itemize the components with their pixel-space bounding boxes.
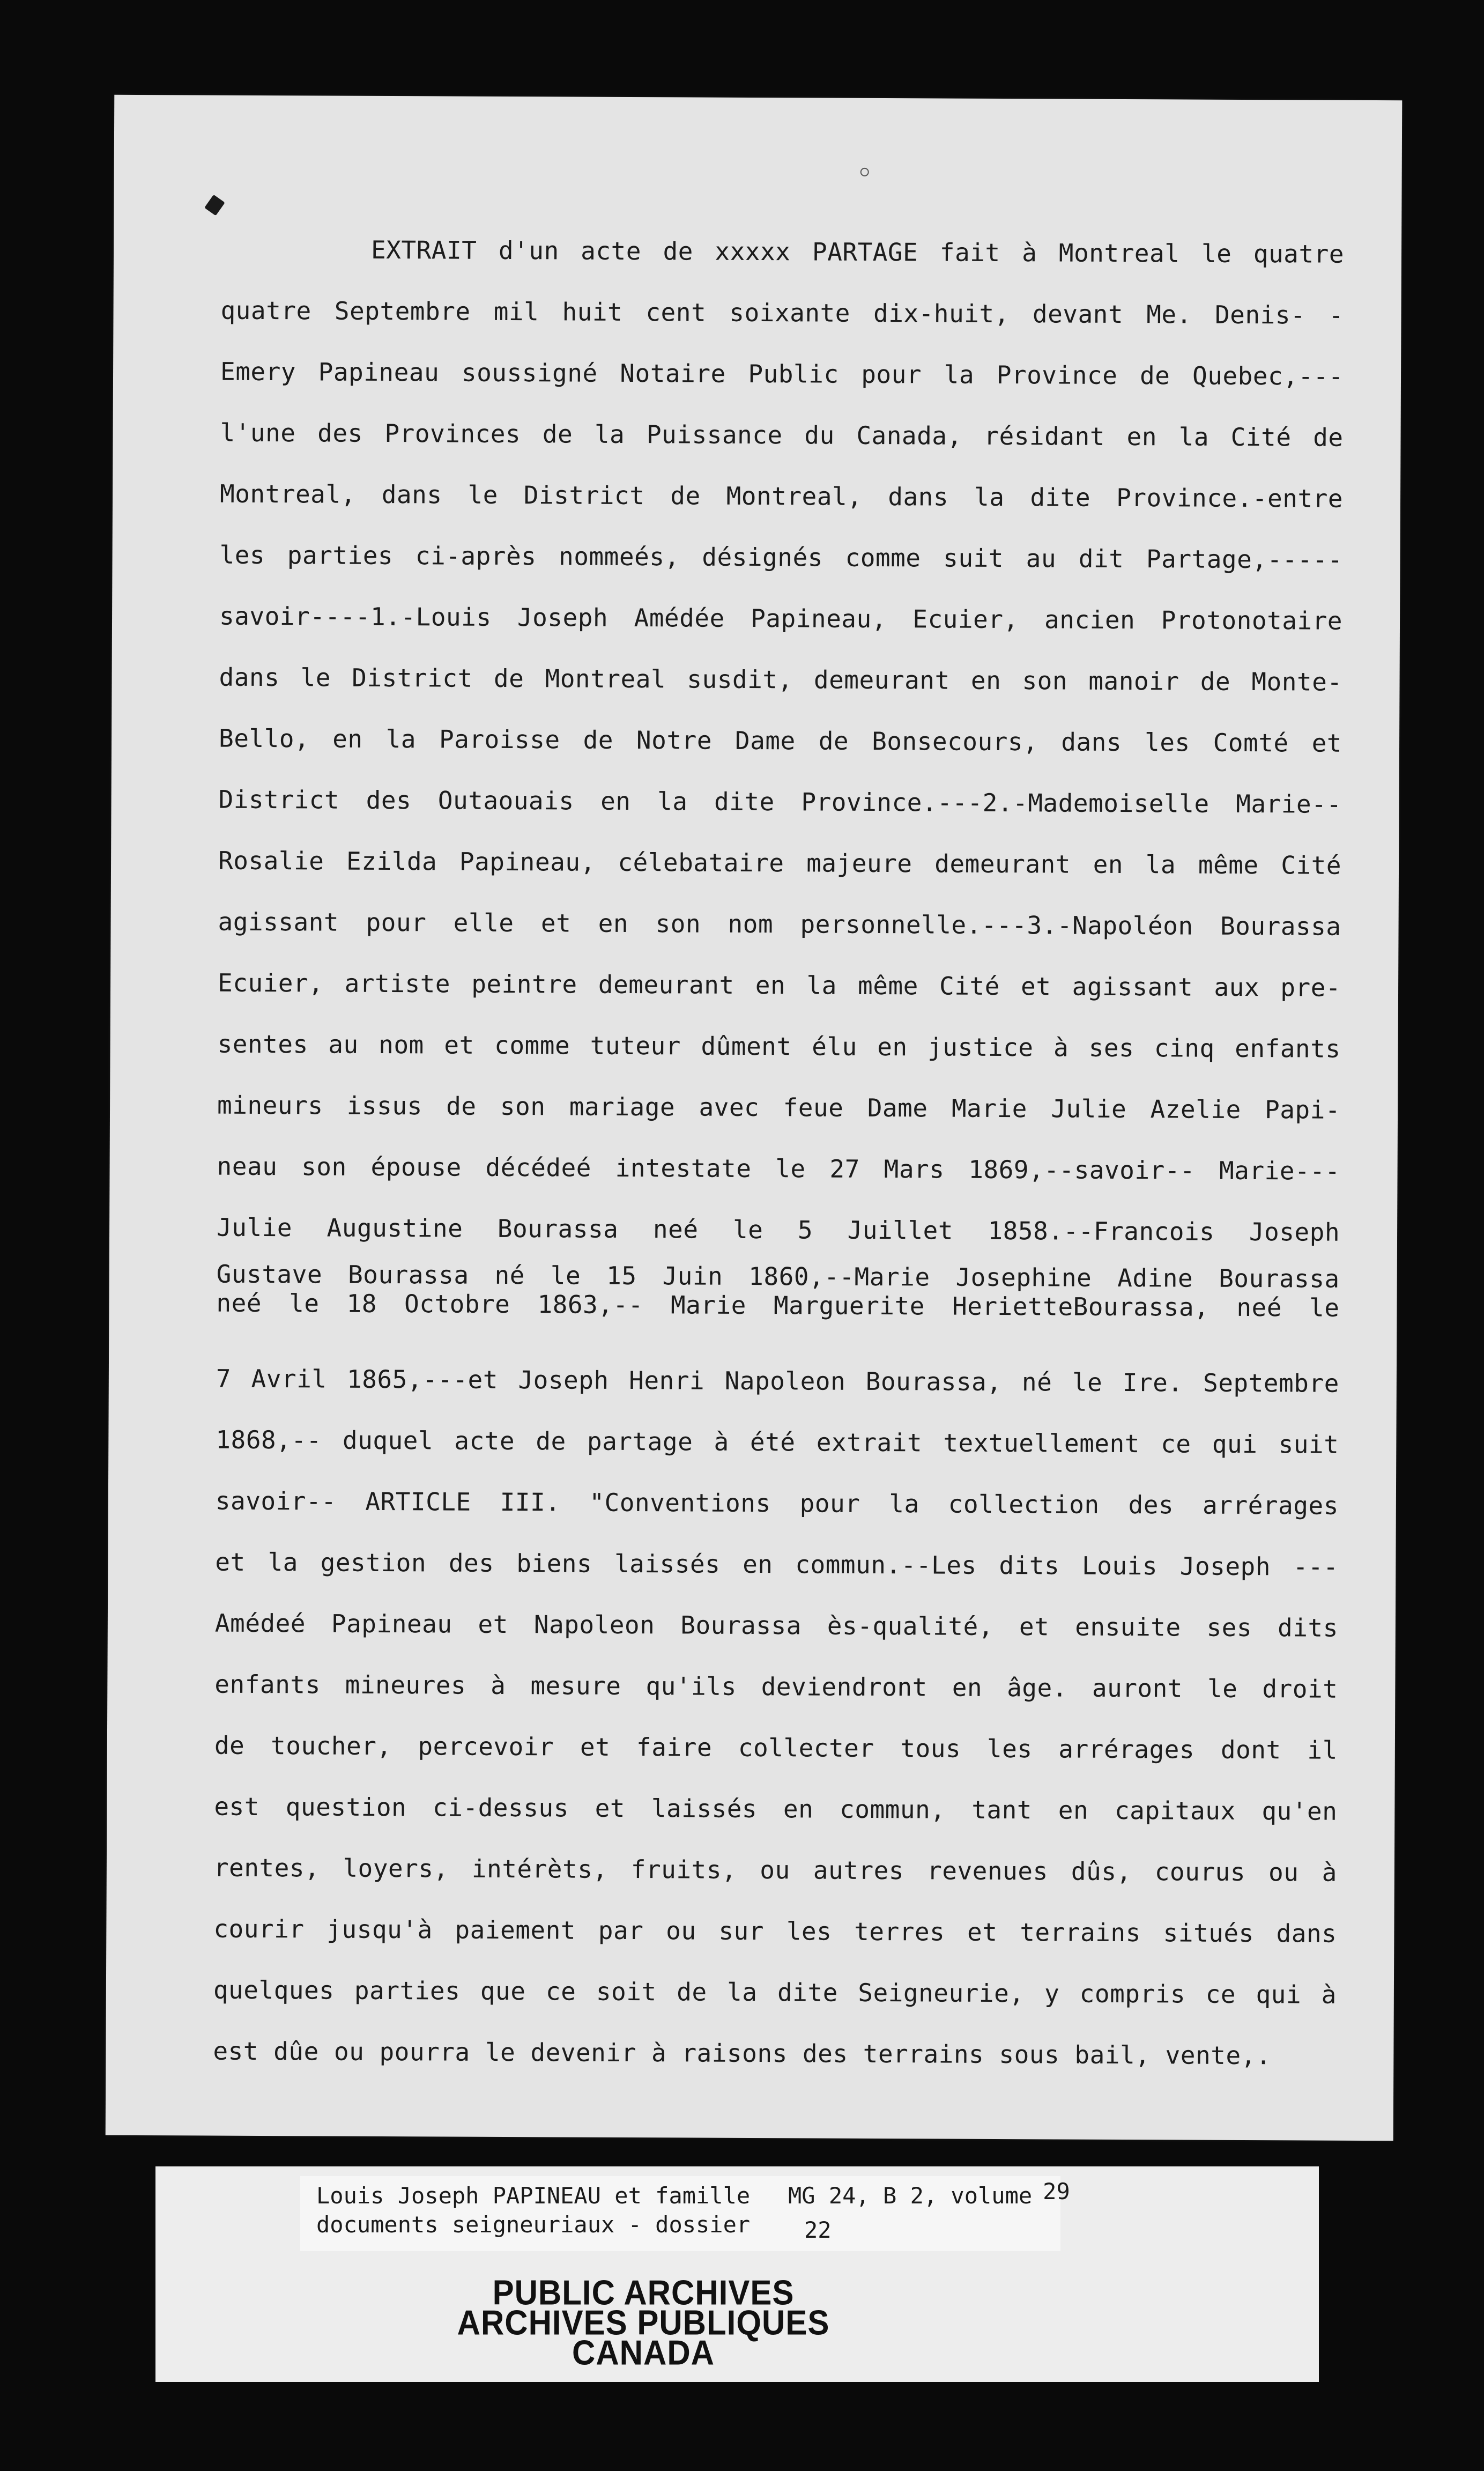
archives-line-3: CANADA — [572, 2333, 715, 2372]
text-line: courir jusqu'à paiement par ou sur les terres et terrains situés dans — [213, 1914, 1337, 1948]
text-line: Ecuier, artiste peintre demeurant en la même Cité et agissant aux pre- — [217, 968, 1341, 1002]
text-line: quatre Septembre mil huit cent soixante dix-huit, devant Me. Denis- - — [220, 295, 1344, 330]
text-line: de toucher, percevoir et faire collecter tous les arrérages dont il — [214, 1730, 1338, 1765]
text-line: District des Outaouais en la dite Province.---2.-Mademoiselle Marie-- — [218, 785, 1342, 819]
text-line: Rosalie Ezilda Papineau, célebataire majeure demeurant en la même Cité — [218, 846, 1342, 880]
text-line: Montreal, dans le District de Montreal, dans la dite Province.-entre — [219, 479, 1344, 513]
collection-title: Louis Joseph PAPINEAU et famille — [316, 2183, 751, 2209]
dossier-number: 22 — [804, 2217, 832, 2243]
text-line: l'une des Provinces de la Puissance du Canada, résidant en la Cité de — [220, 418, 1344, 452]
text-line: savoir-- ARTICLE III. "Conventions pour la collection des arrérages — [215, 1486, 1339, 1520]
card-row-2 — [316, 2211, 832, 2243]
archives-stamp — [429, 2273, 858, 2372]
text-line: sentes au nom et comme tuteur dûment élu en justice à ses cinq enfants — [217, 1029, 1341, 1063]
text-line: quelques parties que ce soit de la dite Seigneurie, y compris ce qui à — [213, 1975, 1337, 2009]
text-line: neé le 18 Octobre 1863,-- Marie Marguerite HerietteBourassa, neé le — [216, 1288, 1340, 1322]
text-line: Amédeé Papineau et Napoleon Bourassa ès-qualité, et ensuite ses dits — [214, 1608, 1338, 1643]
text-line: savoir----1.-Louis Joseph Amédée Papineau, Ecuier, ancien Protonotaire — [219, 601, 1343, 635]
text-line: enfants mineures à mesure qu'ils deviendront en âge. auront le droit — [214, 1669, 1338, 1704]
text-line: Bello, en la Paroisse de Notre Dame de Bonsecours, dans les Comté et — [218, 723, 1342, 758]
text-line: agissant pour elle et en son nom personnelle.---3.-Napoléon Bourassa — [218, 907, 1341, 941]
text-line: et la gestion des biens laissés en commun.--Les dits Louis Joseph --- — [215, 1547, 1339, 1581]
text-line: les parties ci-après nommeés, désignés comme suit au dit Partage,----- — [219, 540, 1343, 574]
typed-text — [213, 219, 1344, 2087]
text-line: est question ci-dessus et laissés en commun, tant en capitaux qu'en — [214, 1792, 1338, 1826]
archives-line-1: PUBLIC ARCHIVES — [492, 2273, 795, 2312]
archives-line-2: ARCHIVES PUBLIQUES — [457, 2303, 830, 2342]
text-line: mineurs issus de son mariage avec feue Dame Marie Julie Azelie Papi- — [217, 1090, 1341, 1124]
collection-subtitle: documents seigneuriaux - dossier — [316, 2211, 751, 2238]
text-line: Gustave Bourassa né le 15 Juin 1860,--Marie Josephine Adine Bourassa — [216, 1259, 1340, 1293]
text-line: rentes, loyers, intérèts, fruits, ou autres revenues dûs, courus ou à — [213, 1853, 1337, 1887]
text-line: 7 Avril 1865,---et Joseph Henri Napoleon Bourassa, né le Ire. Septembre — [216, 1364, 1339, 1398]
ink-blot — [204, 195, 225, 216]
text-line: dans le District de Montreal susdit, demeurant en son manoir de Monte- — [219, 662, 1342, 697]
text-line: est dûe ou pourra le devenir à raisons des terrains sous bail, vente,. — [213, 2036, 1272, 2070]
volume-number: 29 — [1043, 2178, 1070, 2204]
document-page — [106, 95, 1403, 2141]
text-line: EXTRAIT d'un acte de xxxxx PARTAGE fait à Montreal le quatre — [370, 235, 1345, 269]
card-row-1 — [316, 2178, 1070, 2209]
text-line: 1868,-- duquel acte de partage à été extrait textuellement ce qui suit — [216, 1425, 1339, 1459]
collection-reference: MG 24, B 2, volume — [788, 2183, 1033, 2209]
archive-reference-card — [300, 2176, 1070, 2251]
text-line: Emery Papineau soussigné Notaire Public pour la Province de Quebec,--- — [220, 357, 1344, 391]
text-line: Julie Augustine Bourassa neé le 5 Juillet 1858.--Francois Joseph — [216, 1212, 1340, 1247]
text-line: neau son épouse décédeé intestate le 27 Mars 1869,--savoir-- Marie--- — [217, 1151, 1340, 1186]
ink-dot — [860, 168, 869, 176]
